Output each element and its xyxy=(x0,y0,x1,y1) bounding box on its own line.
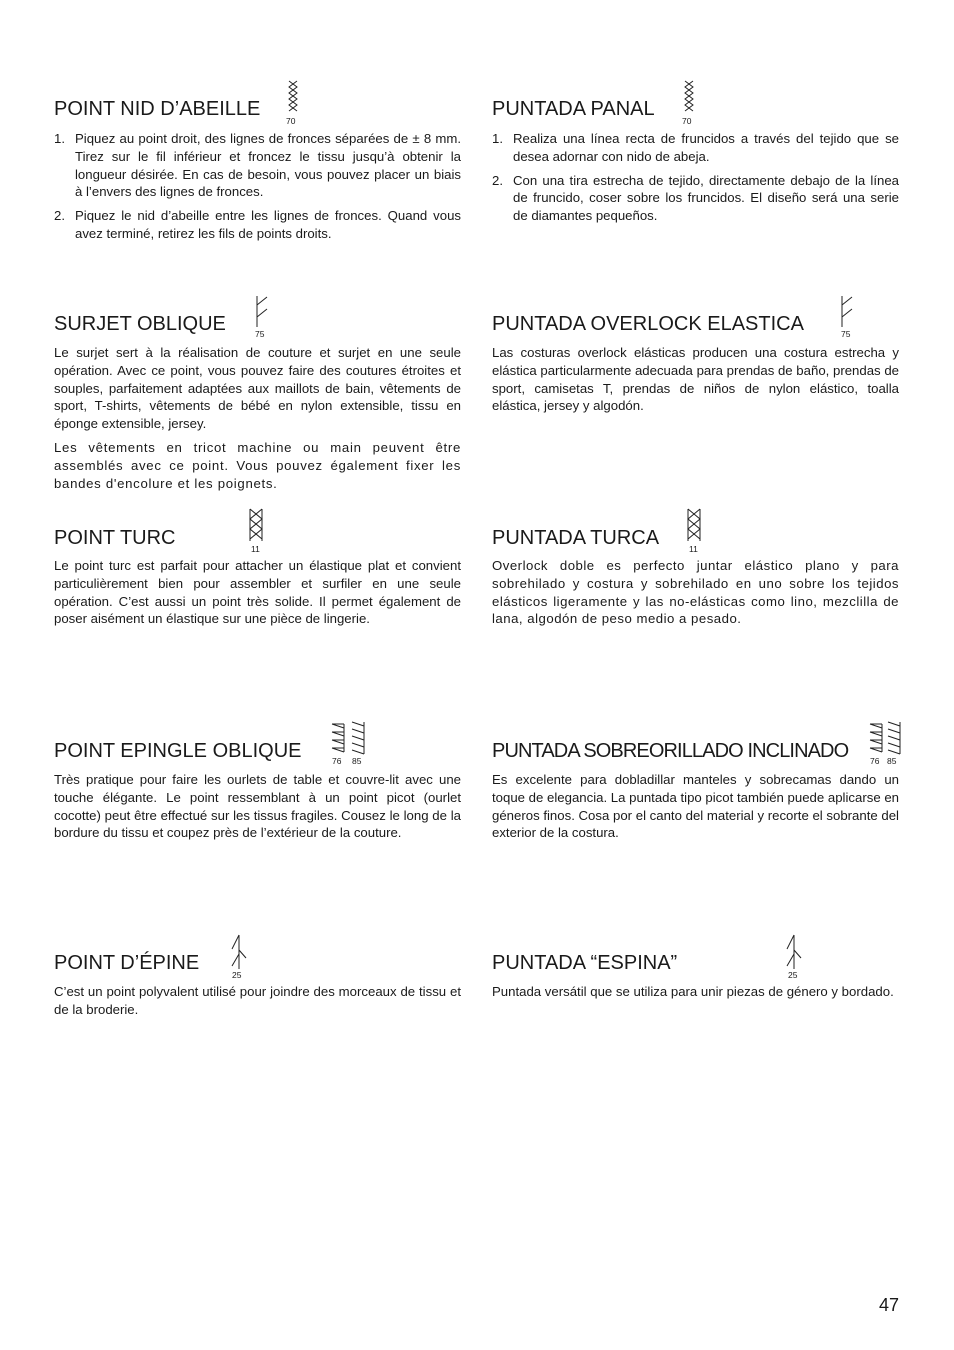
section-title: POINT EPINGLE OBLIQUE xyxy=(54,740,302,762)
stitch-number: 70 xyxy=(682,116,692,126)
section-point-turc xyxy=(54,507,461,634)
section-puntada-espina xyxy=(492,932,899,1007)
stitch-number: 76 xyxy=(332,756,342,766)
section-surjet-oblique xyxy=(54,293,461,498)
section-puntada-panal xyxy=(492,78,899,231)
paragraph: Le surjet sert à la réalisation de couture et surjet en une seule opération. Avec ce point, vous pouvez faire des coutures étroites et souples, parfaitement adaptées aux maillots de bain, vêtements de sport, T-shirts, vêtements de bébé en nylon extensible, tissu en éponge extensible, jersey. xyxy=(54,345,461,432)
stitch-number: 25 xyxy=(232,970,242,980)
thorn-stitch-icon xyxy=(784,932,804,970)
overlock-stitch-icon xyxy=(839,293,855,329)
section-title: POINT TURC xyxy=(54,527,176,549)
stitch-number: 11 xyxy=(689,544,698,554)
page-number: 47 xyxy=(878,1295,899,1315)
paragraph: Très pratique pour faire les ourlets de table et couvre-lit avec une touche élégante. Le point ressemblant à un point picot (ourlet cocotte) peut être effectué sur les tissus fragiles. Cousez le long de la bordure du tissu et coupez près de l’extérieur de la couture. xyxy=(54,772,461,841)
section-puntada-overlock-elastica xyxy=(492,293,899,421)
section-title: POINT D’ÉPINE xyxy=(54,952,200,974)
section-title: PUNTADA SOBREORILLADO INCLINADO xyxy=(492,740,849,762)
stitch-number: 75 xyxy=(841,329,851,339)
stitch-number: 85 xyxy=(352,756,362,766)
slant-stitch-icon xyxy=(868,720,904,756)
paragraph: Overlock doble es perfecto juntar elástico plano y para sobrehilado y costura y sobrehilado en uno sobre los tejidos elásticos ligeramente y las no-elásticas como lino, mezclilla de lana, algodón de peso medio a pesado. xyxy=(492,558,899,627)
paragraph: Es excelente para dobladillar manteles y sobrecamas dando un toque de elegancia. La puntada tipo picot también puede aplicarse en géneros finos. Cosa por el canto del material y recorte el sobrante del exterior de la costura. xyxy=(492,772,899,841)
section-point-epine xyxy=(54,932,461,1025)
stitch-number: 76 xyxy=(870,756,880,766)
section-puntada-turca xyxy=(492,507,899,634)
section-title: PUNTADA “ESPINA” xyxy=(492,952,678,974)
section-point-nid-abeille xyxy=(54,78,461,249)
honeycomb-stitch-icon xyxy=(286,78,300,116)
stitch-number: 75 xyxy=(255,329,265,339)
list-item: 2. Con una tira estrecha de tejido, directamente debajo de la línea de fruncido, coser sobre los fruncidos. El diseño será una serie de diamantes pequeños. xyxy=(492,172,899,224)
stitch-number: 85 xyxy=(887,756,897,766)
list-item: 2. Piquez le nid d’abeille entre les lignes de fronces. Quand vous avez terminé, retirez les fils de points droits. xyxy=(54,208,461,241)
paragraph: Puntada versátil que se utiliza para unir piezas de género y bordado. xyxy=(492,984,894,999)
stitch-number: 11 xyxy=(251,544,260,554)
turkish-stitch-icon xyxy=(248,507,264,543)
list-item: 1. Realiza una línea recta de fruncidos a través del tejido que se desea adornar con nido de abeja. xyxy=(492,131,899,164)
paragraph: C’est un point polyvalent utilisé pour joindre des morceaux de tissu et de la broderie. xyxy=(54,984,461,1017)
section-title: PUNTADA OVERLOCK ELASTICA xyxy=(492,313,804,335)
section-title: PUNTADA PANAL xyxy=(492,98,655,120)
list-item: 1. Piquez au point droit, des lignes de fronces séparées de ± 8 mm. Tirez sur le fil inférieur et froncez le tissu jusqu’à obtenir la longueur désirée. En cas de besoin, vous pouvez placer un biais à l’envers des lignes de fronces. xyxy=(54,131,461,200)
section-puntada-sobreorillado xyxy=(492,720,899,848)
section-title: POINT NID D’ABEILLE xyxy=(54,98,261,120)
turkish-stitch-icon xyxy=(686,507,702,543)
overlock-stitch-icon xyxy=(254,293,270,329)
honeycomb-stitch-icon xyxy=(682,78,696,116)
paragraph: Les vêtements en tricot machine ou main peuvent être assemblés avec ce point. Vous pouvez également fixer les bandes d'encolure et les poignets. xyxy=(54,439,461,491)
stitch-number: 70 xyxy=(286,116,296,126)
thorn-stitch-icon xyxy=(229,932,249,970)
paragraph: Le point turc est parfait pour attacher un élastique plat et convient particulièrement bien pour assembler et surfiler en une seule opération. C’est aussi un point très solide. Il permet également de poser aisément un élastique sur une pièce de lingerie. xyxy=(54,558,461,627)
paragraph: Las costuras overlock elásticas producen una costura estrecha y elástica particularmente adecuada para prendas de baño, prendas de sport, camisetas T, prendas de niños de nylon elástico, toalla elástica, jersey y algodón. xyxy=(492,345,899,414)
section-title: PUNTADA TURCA xyxy=(492,527,660,549)
section-point-epingle-oblique xyxy=(54,720,461,848)
stitch-number: 25 xyxy=(788,970,798,980)
section-title: SURJET OBLIQUE xyxy=(54,313,226,335)
slant-stitch-icon xyxy=(330,720,368,756)
